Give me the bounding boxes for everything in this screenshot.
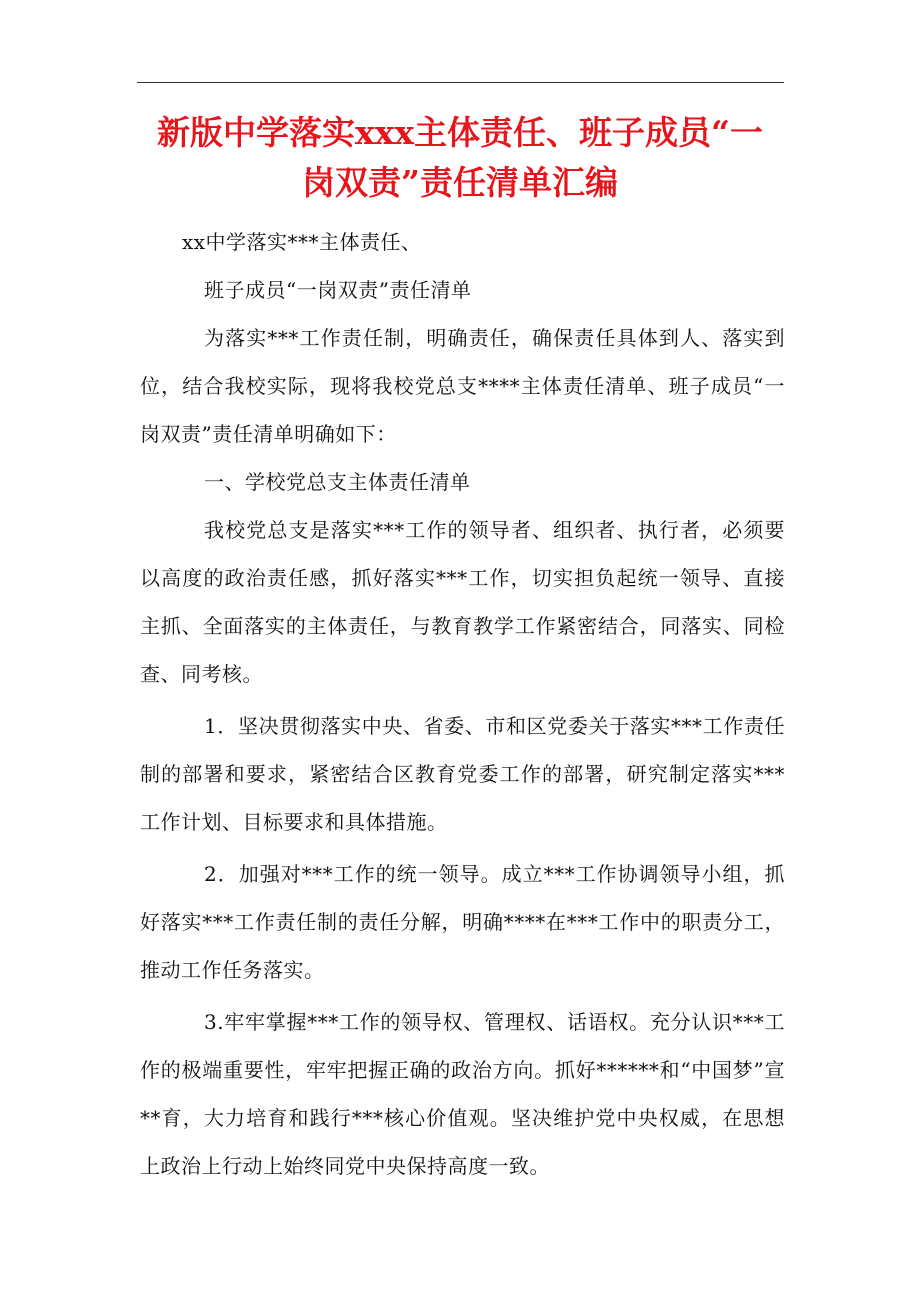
list-item-1: 1．坚决贯彻落实中央、省委、市和区党委关于落实***工作责任制的部署和要求，紧密结合区教育党委工作的部署，研究制定落实***工作计划、目标要求和具体措施。: [140, 714, 785, 834]
document-title: [130, 108, 790, 208]
title-line-2: 岗双责”责任清单汇编: [302, 163, 618, 202]
subtitle-line-2: 班子成员“一岗双责”责任清单: [204, 278, 472, 302]
document-body: [140, 218, 785, 1190]
title-line-1: 新版中学落实xxx主体责任、班子成员“一: [156, 113, 763, 152]
subtitle-line-1: xx中学落实***主体责任、: [182, 230, 422, 254]
header-rule: [137, 82, 784, 83]
list-item-2: 2．加强对***工作的统一领导。成立***工作协调领导小组，抓好落实***工作责任制的责任分解，明确****在***工作中的职责分工，推动工作任务落实。: [140, 862, 785, 982]
paragraph-body: 我校党总支是落实***工作的领导者、组织者、执行者，必须要以高度的政治责任感，抓好落实***工作，切实担负起统一领导、直接主抓、全面落实的主体责任，与教育教学工作紧密结合，同落实、同检查、同考核。: [140, 518, 785, 686]
section-heading: 一、学校党总支主体责任清单: [204, 470, 471, 494]
paragraph-intro: 为落实***工作责任制，明确责任，确保责任具体到人、落实到位，结合我校实际，现将我校党总支****主体责任清单、班子成员“一岗双责”责任清单明确如下：: [140, 326, 785, 446]
list-item-3: 3.牢牢掌握***工作的领导权、管理权、话语权。充分认识***工作的极端重要性，牢牢把握正确的政治方向。抓好******和“中国梦”宣**育，大力培育和践行***核心价值观。坚决维护党中央权威，在思想上政治上行动上始终同党中央保持高度一致。: [140, 1010, 785, 1178]
